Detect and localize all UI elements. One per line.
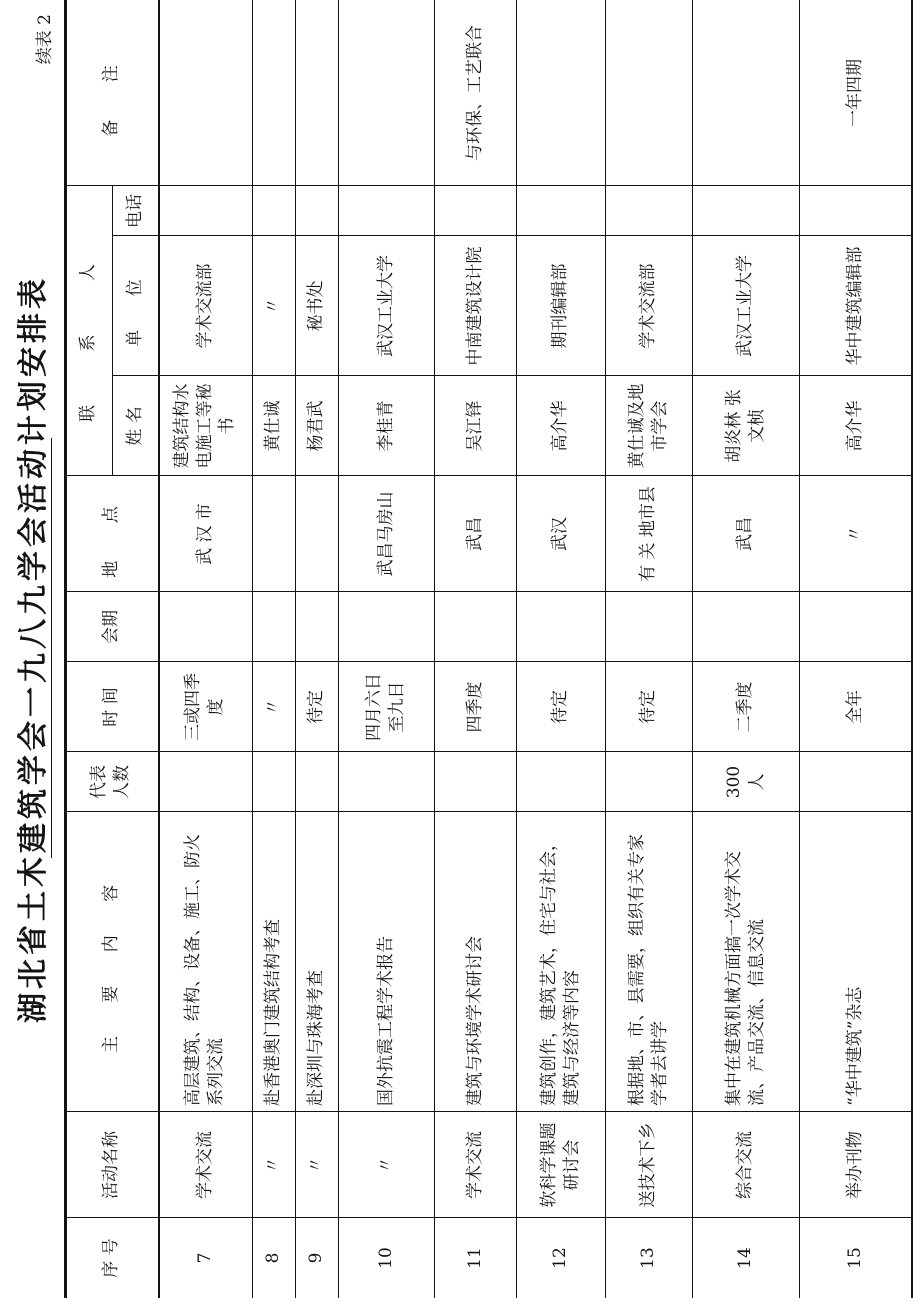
cell-remark xyxy=(252,0,295,186)
cell-name: 胡炎林 张文桢 xyxy=(723,389,767,463)
cell-name: 杨君武 xyxy=(306,400,327,452)
cell-seq: 7 xyxy=(194,1252,215,1264)
cell-remark: 与环保、工艺联合 xyxy=(464,25,485,161)
header-seq: 序 号 xyxy=(100,1238,121,1278)
cell-remark xyxy=(295,0,338,186)
cell-reps xyxy=(158,752,252,812)
cell-content: 国外抗震工程学术报告 xyxy=(375,936,396,1106)
contact-header-divider xyxy=(112,186,113,476)
cell-place: 武 汉 市 xyxy=(194,503,215,565)
cell-seq: 10 xyxy=(375,1247,396,1269)
header-name: 姓 名 xyxy=(124,406,145,446)
cell-activity: 综合交流 xyxy=(735,1131,756,1199)
column-divider xyxy=(64,591,911,592)
cell-time: 四季度 xyxy=(464,681,485,733)
header-content: 主 要 内 容 xyxy=(100,870,121,1054)
cell-name: 黄仕诚 xyxy=(263,400,284,452)
cell-time: 〃 xyxy=(263,698,284,716)
cell-phone xyxy=(158,186,252,236)
cell-activity: 软科学课题研讨会 xyxy=(538,1122,582,1208)
header-unit: 单 位 xyxy=(124,265,145,347)
cell-content: 集中在建筑机械方面搞一次学术交流、产品交流、信息交流 xyxy=(723,851,767,1106)
cell-phone xyxy=(338,186,434,236)
cell-unit: 期刊编辑部 xyxy=(550,263,571,349)
header-place: 地 点 xyxy=(100,490,121,578)
cell-duration xyxy=(605,592,692,662)
cell-duration xyxy=(158,592,252,662)
cell-seq: 8 xyxy=(263,1252,284,1264)
cell-content: 根据地、市、县需要，组织有关专家学者去讲学 xyxy=(626,834,670,1106)
cell-phone xyxy=(605,186,692,236)
cell-activity: 〃 xyxy=(263,1156,284,1174)
cell-unit: 学术交流部 xyxy=(194,263,215,349)
cell-activity: 学术交流 xyxy=(194,1131,215,1199)
cell-activity: 学术交流 xyxy=(464,1131,485,1199)
cell-place: 武昌 xyxy=(464,517,485,551)
column-divider xyxy=(64,661,911,662)
row-divider xyxy=(434,0,435,1298)
cell-place: 武昌马房山 xyxy=(375,491,396,577)
cell-place xyxy=(295,476,338,592)
header-duration: 会期 xyxy=(100,610,121,644)
cell-unit: 〃 xyxy=(263,297,284,315)
column-divider xyxy=(64,475,911,476)
cell-unit: 秘书处 xyxy=(306,280,327,332)
cell-place: 〃 xyxy=(844,525,865,543)
cell-time: 待定 xyxy=(306,690,327,724)
cell-reps xyxy=(295,752,338,812)
header-reps: 代表 人数 xyxy=(89,765,132,799)
cell-reps xyxy=(799,752,911,812)
cell-name: 高介华 xyxy=(844,400,865,452)
cell-seq: 13 xyxy=(638,1247,659,1269)
row-divider xyxy=(158,0,160,1298)
cell-place: 武昌 xyxy=(735,517,756,551)
cell-remark xyxy=(338,0,434,186)
header-contact: 联 系 人 xyxy=(77,240,98,422)
column-divider xyxy=(112,375,911,376)
row-divider xyxy=(516,0,517,1298)
cell-reps: 300人 xyxy=(723,765,767,799)
cell-remark xyxy=(692,0,799,186)
column-divider xyxy=(64,1111,911,1112)
cell-time: 三或四季度 xyxy=(183,673,226,741)
cell-name: 高介华 xyxy=(550,400,571,452)
header-phone: 电话 xyxy=(124,194,145,228)
cell-place: 武汉 xyxy=(550,517,571,551)
cell-remark xyxy=(158,0,252,186)
cell-duration xyxy=(252,592,295,662)
cell-name: 吴江铎 xyxy=(464,400,485,452)
row-divider xyxy=(338,0,339,1298)
cell-remark xyxy=(516,0,605,186)
row-divider xyxy=(252,0,253,1298)
cell-seq: 12 xyxy=(550,1247,571,1269)
cell-reps xyxy=(516,752,605,812)
row-divider xyxy=(605,0,606,1298)
cell-name: 黄仕诚及地市学会 xyxy=(626,383,670,469)
cell-remark xyxy=(605,0,692,186)
cell-seq: 14 xyxy=(735,1247,756,1269)
cell-content: 赴香港奥门建筑结构考查 xyxy=(263,919,284,1106)
cell-seq: 11 xyxy=(464,1247,485,1269)
cell-phone xyxy=(252,186,295,236)
cell-place xyxy=(252,476,295,592)
cell-unit: 学术交流部 xyxy=(638,263,659,349)
cell-name: 建筑结构水电施工等秘书 xyxy=(171,383,238,469)
cell-time: 全年 xyxy=(844,690,865,724)
cell-duration xyxy=(516,592,605,662)
header-activity: 活动名称 xyxy=(100,1131,121,1199)
cell-phone xyxy=(295,186,338,236)
cell-reps xyxy=(252,752,295,812)
cell-activity: 〃 xyxy=(375,1156,396,1174)
cell-seq: 9 xyxy=(306,1252,327,1264)
header-time: 时 间 xyxy=(100,687,121,727)
row-divider xyxy=(911,0,913,1298)
cell-phone xyxy=(692,186,799,236)
sheet-label: 续表 2 xyxy=(35,14,55,65)
cell-remark: 一年四期 xyxy=(844,59,865,127)
cell-reps xyxy=(338,752,434,812)
cell-activity: 举办刊物 xyxy=(844,1131,865,1199)
column-divider xyxy=(64,751,911,752)
cell-time: 四月六日至九日 xyxy=(364,673,407,741)
cell-time: 二季度 xyxy=(735,681,756,733)
cell-unit: 武汉工业大学 xyxy=(735,255,756,357)
cell-duration xyxy=(799,592,911,662)
column-divider xyxy=(64,185,911,186)
header-remark: 备 注 xyxy=(100,49,121,137)
cell-phone xyxy=(799,186,911,236)
cell-unit: 中南建筑设计院 xyxy=(464,246,485,366)
title-underline xyxy=(51,438,52,858)
document-title: 湖北省土木建筑学会一九八九学会活动计划安排表 xyxy=(16,275,51,1023)
cell-time: 待定 xyxy=(550,690,571,724)
cell-duration xyxy=(338,592,434,662)
cell-content: 高层建筑、结构、设备、施工、防火系列交流 xyxy=(183,834,226,1106)
cell-duration xyxy=(295,592,338,662)
cell-reps xyxy=(605,752,692,812)
column-divider xyxy=(64,811,911,812)
column-divider xyxy=(64,1217,911,1218)
cell-content: 建筑创作，建筑艺术，住宅与社会，建筑与经济等内容 xyxy=(538,834,582,1106)
cell-activity: 送技术下乡 xyxy=(638,1122,659,1208)
cell-duration xyxy=(692,592,799,662)
cell-content: “华中建筑”杂志 xyxy=(844,986,865,1106)
cell-reps xyxy=(434,752,516,812)
cell-duration xyxy=(434,592,516,662)
row-divider xyxy=(295,0,296,1298)
row-divider xyxy=(692,0,693,1298)
cell-phone xyxy=(516,186,605,236)
activity-table xyxy=(62,0,918,1298)
cell-name: 李桂青 xyxy=(375,400,396,452)
column-divider xyxy=(112,235,911,236)
cell-phone xyxy=(434,186,516,236)
cell-place: 有 关 地市县 xyxy=(638,486,659,582)
cell-content: 建筑与环境学术研讨会 xyxy=(464,936,485,1106)
cell-time: 待定 xyxy=(638,690,659,724)
row-divider xyxy=(799,0,800,1298)
cell-unit: 华中建筑编辑部 xyxy=(844,246,865,366)
cell-content: 赴深圳与珠海考查 xyxy=(306,970,327,1106)
cell-activity: 〃 xyxy=(306,1156,327,1174)
cell-seq: 15 xyxy=(844,1247,865,1269)
table-top-rule xyxy=(64,0,67,1298)
cell-unit: 武汉工业大学 xyxy=(375,255,396,357)
